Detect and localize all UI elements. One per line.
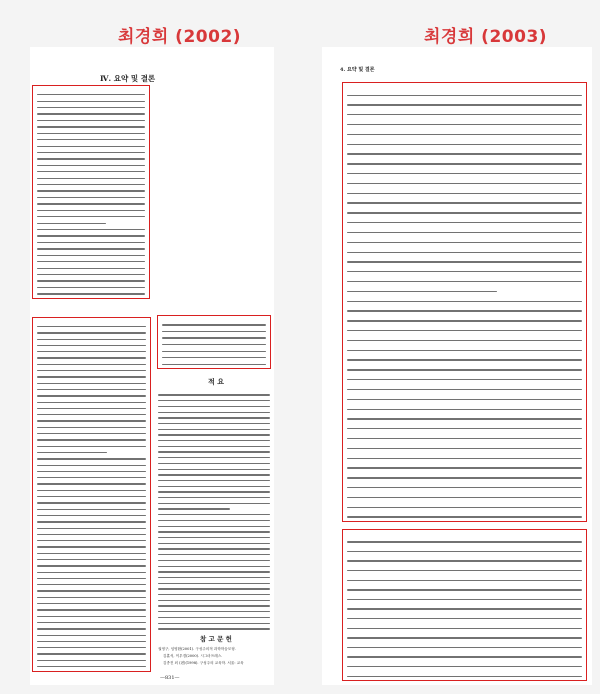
text-line [162, 324, 266, 325]
text-line [37, 274, 145, 275]
text-line [37, 113, 145, 114]
text-line [158, 583, 270, 584]
text-line [158, 491, 270, 492]
text-line [37, 242, 145, 243]
text-line [347, 448, 582, 449]
text-line [158, 406, 270, 407]
text-line [37, 395, 146, 396]
text-line [347, 193, 582, 194]
text-line [158, 451, 270, 452]
text-lines [347, 533, 582, 677]
text-line [37, 597, 146, 598]
text-line [347, 477, 582, 478]
text-line [158, 600, 270, 601]
text-line [37, 540, 146, 541]
reference-item: 권영구, 임영환(2001). 구성주의적 과학학습모형. [158, 647, 236, 651]
page-number: —831— [160, 675, 180, 681]
text-line [37, 326, 146, 327]
text-line [37, 216, 145, 217]
text-line [37, 635, 146, 636]
highlight-box-paragraph-1 [342, 82, 587, 522]
text-line [347, 291, 497, 292]
text-line [158, 412, 270, 413]
text-line [347, 637, 582, 638]
text-line [37, 420, 146, 421]
text-line [37, 578, 146, 579]
text-line [37, 94, 145, 95]
text-line [347, 608, 582, 609]
text-line [347, 252, 582, 253]
text-line [162, 331, 266, 332]
text-line [37, 287, 145, 288]
text-line [37, 660, 146, 661]
text-line [347, 183, 582, 184]
text-line [37, 255, 145, 256]
text-line [37, 609, 146, 610]
text-line [347, 212, 582, 213]
text-line [37, 248, 145, 249]
text-line [37, 408, 146, 409]
text-line [158, 526, 270, 527]
text-line [37, 268, 145, 269]
text-line [37, 433, 146, 434]
text-line [37, 280, 145, 281]
text-line [37, 383, 146, 384]
highlight-box-summary-top [32, 85, 150, 299]
text-line [37, 666, 146, 667]
text-line [158, 588, 270, 589]
text-line [158, 508, 230, 509]
text-line [158, 531, 270, 532]
text-line [37, 465, 146, 466]
text-line [347, 271, 582, 272]
text-line [37, 261, 145, 262]
text-line [347, 310, 582, 311]
text-line [347, 487, 582, 488]
text-line [37, 509, 146, 510]
text-line [37, 223, 106, 224]
text-line [37, 146, 145, 147]
text-line [158, 617, 270, 618]
text-line [37, 653, 146, 654]
text-line [37, 515, 146, 516]
text-line [158, 440, 270, 441]
text-line [347, 589, 582, 590]
text-line [347, 599, 582, 600]
text-line [347, 379, 582, 380]
text-line [347, 516, 582, 517]
text-line [37, 559, 146, 560]
text-line [347, 666, 582, 667]
text-line [37, 414, 146, 415]
text-line [37, 590, 146, 591]
text-line [158, 605, 270, 606]
text-line [347, 242, 582, 243]
text-line [37, 565, 146, 566]
text-line [158, 486, 270, 487]
text-lines [347, 86, 582, 518]
text-line [162, 344, 266, 345]
highlight-box-paragraph-2 [342, 529, 587, 681]
text-line [37, 165, 145, 166]
text-line [162, 364, 266, 365]
text-line [158, 423, 270, 424]
text-lines [37, 321, 146, 668]
text-line [162, 351, 266, 352]
text-line [37, 603, 146, 604]
text-line [347, 438, 582, 439]
text-line [347, 399, 582, 400]
text-line [158, 463, 270, 464]
text-line [37, 107, 145, 108]
text-line [37, 178, 145, 179]
text-line [347, 389, 582, 390]
text-line [37, 235, 145, 236]
text-line [158, 566, 270, 567]
text-line [37, 628, 146, 629]
text-line [158, 514, 270, 515]
left-document-page [30, 47, 274, 685]
right-header: 최경희 (2003) [424, 27, 548, 47]
text-line [37, 345, 146, 346]
text-line [158, 400, 270, 401]
reference-item: 김훈석, 이우경(2000). 시그마프레스. [163, 654, 223, 658]
text-line [37, 528, 146, 529]
text-line [158, 474, 270, 475]
text-line [158, 457, 270, 458]
text-line [347, 340, 582, 341]
abstract-heading: 적 요 [208, 377, 224, 386]
text-line [37, 389, 146, 390]
text-line [158, 497, 270, 498]
text-line [37, 496, 146, 497]
text-line [158, 503, 270, 504]
text-lines [37, 89, 145, 295]
text-line [158, 537, 270, 538]
text-line [347, 580, 582, 581]
text-line [158, 623, 270, 624]
text-line [37, 546, 146, 547]
text-line [37, 477, 146, 478]
text-line [347, 418, 582, 419]
text-line [347, 676, 582, 677]
text-line [347, 560, 582, 561]
text-line [158, 571, 270, 572]
text-line [347, 134, 582, 135]
text-line [158, 394, 270, 395]
text-line [37, 647, 146, 648]
text-line [347, 281, 582, 282]
text-line [37, 572, 146, 573]
text-line [37, 370, 146, 371]
text-line [347, 497, 582, 498]
text-line [37, 332, 146, 333]
text-line [347, 124, 582, 125]
left-section-heading: Ⅳ. 요약 및 결론 [100, 74, 156, 83]
text-line [158, 560, 270, 561]
abstract-body-text [158, 390, 270, 630]
text-line [37, 458, 146, 459]
text-line [37, 584, 146, 585]
text-line [347, 570, 582, 571]
text-line [347, 656, 582, 657]
text-line [37, 439, 146, 440]
text-line [347, 202, 582, 203]
text-line [37, 139, 145, 140]
text-line [347, 458, 582, 459]
text-line [347, 104, 582, 105]
text-line [158, 520, 270, 521]
text-line [37, 203, 145, 204]
text-line [37, 197, 145, 198]
text-line [37, 521, 146, 522]
text-line [347, 618, 582, 619]
text-line [162, 337, 266, 338]
text-line [37, 293, 145, 294]
text-line [347, 507, 582, 508]
text-line [162, 357, 266, 358]
text-line [347, 232, 582, 233]
highlight-box-summary-bottom [32, 317, 151, 672]
text-line [37, 553, 146, 554]
text-line [37, 376, 146, 377]
text-line [37, 534, 146, 535]
text-line [158, 554, 270, 555]
text-line [347, 301, 582, 302]
text-line [158, 469, 270, 470]
text-line [37, 490, 146, 491]
text-line [37, 446, 146, 447]
text-line [158, 548, 270, 549]
text-line [37, 483, 146, 484]
text-line [158, 480, 270, 481]
text-line [37, 171, 145, 172]
text-line [347, 114, 582, 115]
text-line [158, 434, 270, 435]
text-line [37, 120, 145, 121]
text-lines [158, 394, 270, 629]
text-line [37, 616, 146, 617]
text-line [37, 502, 146, 503]
text-line [347, 173, 582, 174]
text-line [347, 330, 582, 331]
right-section-heading: 4. 요약 및 결론 [340, 67, 375, 73]
text-line [347, 428, 582, 429]
text-line [37, 427, 146, 428]
text-line [347, 551, 582, 552]
text-line [347, 359, 582, 360]
text-line [37, 364, 146, 365]
text-line [37, 152, 145, 153]
text-line [37, 471, 146, 472]
text-line [37, 622, 146, 623]
text-line [158, 577, 270, 578]
text-line [37, 133, 145, 134]
highlight-box-right-column-top [157, 315, 271, 369]
text-line [347, 320, 582, 321]
text-line [37, 210, 145, 211]
text-line [347, 261, 582, 262]
text-lines [162, 319, 266, 365]
text-line [347, 369, 582, 370]
text-line [347, 350, 582, 351]
text-line [158, 543, 270, 544]
text-line [347, 144, 582, 145]
text-line [347, 153, 582, 154]
text-line [347, 467, 582, 468]
text-line [347, 163, 582, 164]
text-line [37, 402, 146, 403]
text-line [158, 594, 270, 595]
references-heading: 참 고 문 헌 [200, 635, 232, 643]
text-line [37, 339, 146, 340]
text-line [37, 641, 146, 642]
text-line [37, 357, 146, 358]
text-line [347, 541, 582, 542]
text-line [37, 158, 145, 159]
text-line [158, 611, 270, 612]
left-header: 최경희 (2002) [118, 27, 242, 47]
text-line [347, 409, 582, 410]
text-line [37, 452, 107, 453]
text-line [37, 229, 145, 230]
text-line [37, 101, 145, 102]
text-line [37, 190, 145, 191]
text-line [347, 222, 582, 223]
text-line [37, 351, 146, 352]
text-line [37, 184, 145, 185]
text-line [158, 628, 270, 629]
text-line [158, 429, 270, 430]
text-line [347, 95, 582, 96]
text-line [37, 126, 145, 127]
text-line [158, 446, 270, 447]
reference-item: 김종진 외 (편)(1998). 구성주의 교육학. 서울: 교육 [163, 661, 244, 665]
text-line [347, 628, 582, 629]
right-document-page [322, 47, 592, 685]
text-line [158, 417, 270, 418]
text-line [347, 647, 582, 648]
